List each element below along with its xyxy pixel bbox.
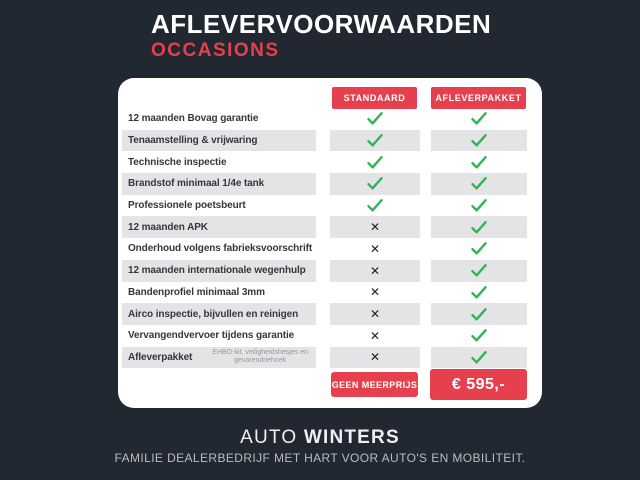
table-row <box>122 325 527 347</box>
cross-icon: ✕ <box>369 285 381 300</box>
row-label: Bandenprofiel minimaal 3mm <box>128 286 265 298</box>
standaard-mark-cell <box>330 216 420 238</box>
standaard-mark-cell <box>330 238 420 260</box>
price-badge-afleverpakket: € 595,- <box>430 369 527 400</box>
afleverpakket-mark-cell <box>431 282 527 304</box>
dealer-brand-regular: AUTO <box>240 427 304 448</box>
check-icon <box>471 221 487 234</box>
standaard-mark-cell <box>330 130 420 152</box>
standaard-mark-cell <box>330 195 420 217</box>
table-row <box>122 216 527 238</box>
check-icon <box>471 177 487 190</box>
check-icon <box>471 134 487 147</box>
cross-icon: ✕ <box>369 307 381 322</box>
row-label: Vervangendvervoer tijdens garantie <box>128 330 295 342</box>
dealer-brand <box>0 427 640 449</box>
row-label: 12 maanden internationale wegenhulp <box>122 260 316 282</box>
check-icon <box>471 286 487 299</box>
row-label: Technische inspectie <box>128 156 227 168</box>
check-icon <box>471 329 487 342</box>
row-label: Brandstof minimaal 1/4e tank <box>122 173 316 195</box>
afleverpakket-mark-cell <box>431 347 527 369</box>
comparison-table-rows <box>122 108 527 368</box>
cross-icon: ✕ <box>369 263 381 278</box>
table-row <box>122 282 527 304</box>
afleverpakket-mark-cell <box>431 173 527 195</box>
standaard-mark-cell <box>330 282 420 304</box>
afleverpakket-mark-cell <box>431 303 527 325</box>
standaard-mark-cell <box>330 151 420 173</box>
row-label: Afleverpakket EHBO-kit, veiligheidshesjes en gevarendriehoek <box>122 347 316 369</box>
page-subtitle: OCCASIONS <box>151 40 280 61</box>
table-row <box>122 303 527 325</box>
table-row <box>122 130 527 152</box>
afleverpakket-mark-cell <box>431 216 527 238</box>
standaard-mark-cell <box>330 325 420 347</box>
cross-icon: ✕ <box>369 350 381 365</box>
poster-header <box>151 9 491 62</box>
table-row <box>122 347 527 369</box>
cross-icon: ✕ <box>369 220 381 235</box>
check-icon <box>471 264 487 277</box>
cross-icon: ✕ <box>369 241 381 256</box>
check-icon <box>471 156 487 169</box>
table-row <box>122 108 527 130</box>
afleverpakket-mark-cell <box>431 151 527 173</box>
afleverpakket-mark-cell <box>431 325 527 347</box>
table-row <box>122 195 527 217</box>
afleverpakket-mark-cell <box>431 195 527 217</box>
table-row <box>122 151 527 173</box>
check-icon <box>471 308 487 321</box>
check-icon <box>367 177 383 190</box>
check-icon <box>471 199 487 212</box>
standaard-mark-cell <box>330 108 420 130</box>
column-header-afleverpakket: AFLEVERPAKKET <box>431 87 526 109</box>
column-header-standaard: STANDAARD <box>332 87 417 109</box>
afleverpakket-mark-cell <box>431 260 527 282</box>
standaard-mark-cell <box>330 347 420 369</box>
row-label: 12 maanden Bovag garantie <box>128 113 259 125</box>
table-row <box>122 238 527 260</box>
row-label: 12 maanden APK <box>122 216 316 238</box>
standaard-mark-cell <box>330 303 420 325</box>
comparison-table-panel <box>118 78 542 408</box>
check-icon <box>471 112 487 125</box>
check-icon <box>367 112 383 125</box>
standaard-mark-cell <box>330 260 420 282</box>
row-label: Airco inspectie, bijvullen en reinigen <box>122 303 316 325</box>
afleverpakket-mark-cell <box>431 238 527 260</box>
dealer-tagline: FAMILIE DEALERBEDRIJF MET HART VOOR AUTO'S EN MOBILITEIT. <box>114 451 526 465</box>
check-icon <box>367 156 383 169</box>
afleverpakket-mark-cell <box>431 108 527 130</box>
check-icon <box>367 199 383 212</box>
check-icon <box>471 242 487 255</box>
check-icon <box>471 351 487 364</box>
cross-icon: ✕ <box>369 328 381 343</box>
row-label: Onderhoud volgens fabrieksvoorschrift <box>128 243 313 255</box>
standaard-mark-cell <box>330 173 420 195</box>
row-label-note: EHBO-kit, veiligheidshesjes en gevarendriehoek <box>212 349 308 365</box>
afleverpakket-mark-cell <box>431 130 527 152</box>
dealer-brand-bold: WINTERS <box>303 427 400 448</box>
table-row <box>122 260 527 282</box>
price-badge-standaard: GEEN MEERPRIJS <box>331 372 418 397</box>
table-row <box>122 173 527 195</box>
page-title: AFLEVERVOORWAARDEN <box>151 9 492 39</box>
check-icon <box>367 134 383 147</box>
row-label: Tenaamstelling & vrijwaring <box>122 130 316 152</box>
row-label: Professionele poetsbeurt <box>128 200 246 212</box>
